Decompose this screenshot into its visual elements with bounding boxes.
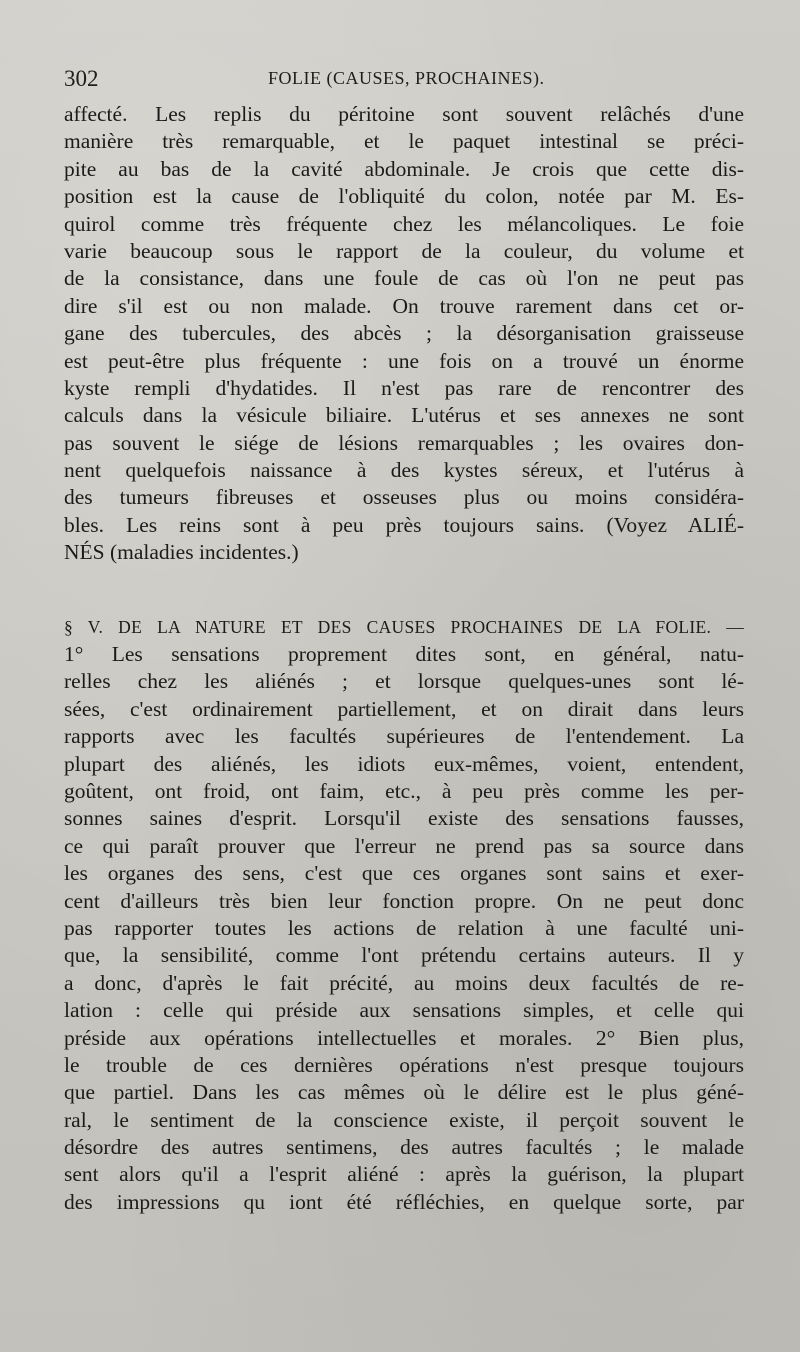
text-line: pas rapporter toutes les actions de relation à une faculté uni- (64, 915, 744, 940)
text-line: ce qui paraît prouver que l'erreur ne prend pas sa source dans (64, 833, 744, 858)
text-line: nent quelquefois naissance à des kystes séreux, et l'utérus à (64, 458, 744, 483)
text-line: dire s'il est ou non malade. On trouve rarement dans cet or- (64, 293, 744, 318)
text-line: de la consistance, dans une foule de cas où l'on ne peut pas (64, 266, 744, 291)
text-line: gane des tubercules, des abcès ; la désorganisation graisseuse (64, 321, 744, 346)
text-line: affecté. Les replis du péritoine sont souvent relâchés d'une (64, 102, 744, 126)
text-line: 1° Les sensations proprement dites sont, en général, natu- (64, 642, 744, 667)
text-line: relles chez les aliénés ; et lorsque quelques-unes sont lé- (64, 669, 744, 694)
running-title: FOLIE (CAUSES, PROCHAINES). (268, 68, 545, 88)
paragraph-pathology (64, 101, 744, 567)
text-line: pas souvent le siége de lésions remarquables ; les ovaires don- (64, 430, 744, 455)
text-line: a donc, d'après le fait précité, au moins deux facultés de re- (64, 970, 744, 995)
text-line: lation : celle qui préside aux sensations simples, et celle qui (64, 998, 744, 1023)
text-line: position est la cause de l'obliquité du colon, notée par M. Es- (64, 184, 744, 209)
text-line: est peut-être plus fréquente : une fois on a trouvé un énorme (64, 348, 744, 373)
text-line: varie beaucoup sous le rapport de la couleur, du volume et (64, 238, 744, 263)
text-line: désordre des autres sentimens, des autres facultés ; le malade (64, 1135, 744, 1160)
text-line: quirol comme très fréquente chez les mélancoliques. Le foie (64, 211, 744, 236)
text-line: préside aux opérations intellectuelles et morales. 2° Bien plus, (64, 1025, 744, 1050)
page-header (64, 62, 744, 98)
text-line: cent d'ailleurs très bien leur fonction propre. On ne peut donc (64, 888, 744, 913)
text-line: NÉS (maladies incidentes.) (64, 540, 299, 565)
text-line: des impressions qu iont été réfléchies, en quelque sorte, par (64, 1189, 744, 1214)
text-line: sées, c'est ordinairement partiellement, et on dirait dans leurs (64, 696, 744, 721)
text-line: kyste rempli d'hydatides. Il n'est pas rare de rencontrer des (64, 375, 744, 400)
text-line: goûtent, ont froid, ont faim, etc., à peu près comme les per- (64, 778, 744, 803)
paragraph-spacer (64, 567, 744, 614)
text-line: que, la sensibilité, comme l'ont prétendu certains auteurs. Il y (64, 943, 744, 968)
section-heading: § V. DE LA NATURE ET DES CAUSES PROCHAINES DE LA FOLIE. — (64, 616, 744, 637)
body-text (64, 101, 744, 1216)
text-line: ral, le sentiment de la conscience existe, il perçoit souvent le (64, 1107, 744, 1132)
text-line: rapports avec les facultés supérieures de l'entendement. La (64, 724, 744, 749)
text-line: que partiel. Dans les cas mêmes où le délire est le plus géné- (64, 1080, 744, 1105)
text-line: sonnes saines d'esprit. Lorsqu'il existe des sensations fausses, (64, 806, 744, 831)
text-line: pite au bas de la cavité abdominale. Je crois que cette dis- (64, 156, 744, 181)
text-line: les organes des sens, c'est que ces organes sont sains et exer- (64, 861, 744, 886)
paragraph-nature-causes (64, 614, 744, 1217)
page-number: 302 (64, 66, 99, 91)
text-line: le trouble de ces dernières opérations n'est presque toujours (64, 1052, 744, 1077)
text-line: calculs dans la vésicule biliaire. L'utérus et ses annexes ne sont (64, 403, 744, 428)
text-line: bles. Les reins sont à peu près toujours sains. (Voyez ALIÉ- (64, 512, 744, 537)
text-line: des tumeurs fibreuses et osseuses plus ou moins considéra- (64, 485, 744, 510)
text-line: sent alors qu'il a l'esprit aliéné : après la guérison, la plupart (64, 1162, 744, 1187)
text-line: manière très remarquable, et le paquet intestinal se préci- (64, 129, 744, 154)
text-line: plupart des aliénés, les idiots eux-mêmes, voient, entendent, (64, 751, 744, 776)
